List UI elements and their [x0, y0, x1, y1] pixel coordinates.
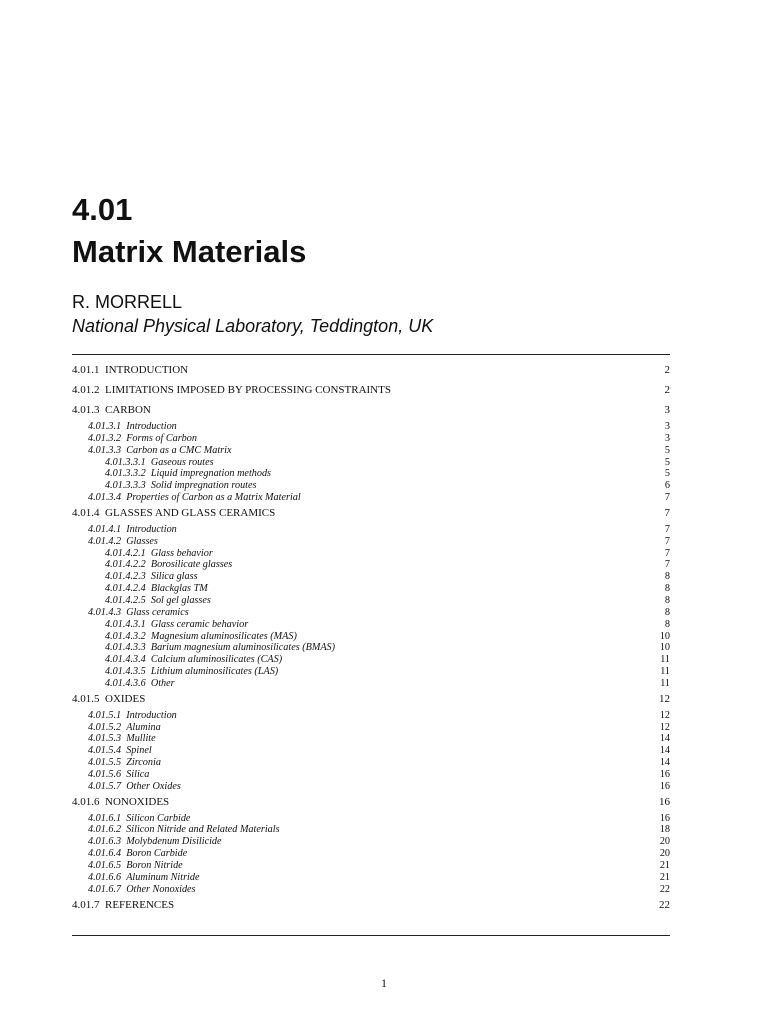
toc-entry[interactable] — [72, 813, 670, 825]
toc-entry-label — [105, 468, 271, 480]
toc-entry-number: 4.01.4.2 — [88, 535, 122, 547]
toc-entry-title: Boron Carbide — [126, 848, 188, 860]
toc-entry-page: 11 — [660, 677, 670, 689]
toc-entry-title: Gaseous routes — [150, 456, 214, 468]
toc-entry-page: 16 — [659, 768, 670, 780]
toc-entry-number: 4.01.4 — [72, 506, 100, 519]
toc-entry-title: Other — [150, 677, 175, 689]
toc-entry[interactable] — [72, 710, 670, 722]
toc-entry-label — [88, 722, 161, 734]
toc-entry-label — [105, 548, 213, 560]
table-of-contents — [72, 363, 670, 916]
toc-entry-title: GLASSES AND GLASS CERAMICS — [105, 506, 276, 519]
toc-entry[interactable] — [72, 733, 670, 745]
toc-entry-page: 3 — [664, 432, 670, 444]
toc-entry-page: 10 — [659, 642, 670, 654]
toc-entry-label — [88, 781, 181, 793]
toc-entry-title: Introduction — [126, 421, 177, 432]
toc-entry-title: Glasses — [126, 535, 158, 547]
toc-entry[interactable] — [72, 548, 670, 560]
toc-entry-title: Other Oxides — [126, 780, 181, 792]
toc-entry-number: 4.01.4.2.4 — [105, 583, 146, 595]
toc-entry-label — [88, 710, 177, 722]
toc-entry-label — [72, 795, 169, 809]
toc-entry-page: 14 — [659, 757, 670, 769]
toc-entry-page: 10 — [659, 630, 670, 642]
toc-entry-page: 12 — [659, 709, 670, 721]
toc-entry-page: 7 — [664, 547, 670, 559]
toc-entry-label — [88, 445, 231, 457]
toc-entry[interactable] — [72, 619, 670, 631]
toc-entry-label — [72, 898, 174, 912]
toc-entry-title: REFERENCES — [105, 898, 175, 911]
toc-entry-title: Blackglas TM — [150, 583, 208, 595]
bottom-divider — [72, 935, 670, 936]
toc-entry-label — [88, 884, 196, 896]
toc-entry-number: 4.01.7 — [72, 898, 100, 911]
toc-entry-number: 4.01.5.6 — [88, 768, 122, 780]
toc-entry-label — [72, 383, 391, 397]
toc-entry-page: 5 — [664, 456, 670, 468]
toc-entry-page: 16 — [659, 780, 670, 792]
toc-entry-page: 3 — [664, 421, 670, 432]
toc-entry[interactable] — [72, 654, 670, 666]
toc-entry[interactable] — [72, 445, 670, 457]
toc-entry-label — [105, 571, 198, 583]
toc-entry[interactable] — [72, 524, 670, 536]
toc-entry-page: 21 — [659, 860, 670, 871]
toc-entry-page: 22 — [659, 883, 670, 895]
toc-entry-label — [88, 860, 183, 872]
toc-entry-label — [88, 733, 156, 745]
toc-entry-label — [88, 433, 197, 445]
toc-entry-number: 4.01.1 — [72, 364, 100, 376]
toc-entry[interactable] — [72, 401, 670, 421]
toc-entry-label — [105, 457, 214, 469]
toc-entry-title: NONOXIDES — [105, 795, 170, 808]
toc-entry-page: 8 — [664, 571, 670, 583]
toc-entry-number: 4.01.4.1 — [88, 523, 122, 535]
toc-entry-number: 4.01.4.3.3 — [105, 642, 146, 654]
toc-entry-page: 6 — [664, 480, 670, 492]
toc-entry-label — [72, 506, 275, 520]
toc-entry-page: 12 — [659, 721, 670, 733]
toc-entry-number: 4.01.6.1 — [88, 812, 122, 824]
toc-entry[interactable] — [72, 492, 670, 504]
toc-entry-title: Liquid impregnation methods — [150, 468, 272, 480]
toc-entry-label — [88, 848, 187, 860]
toc-entry-page: 12 — [659, 692, 670, 705]
toc-entry-number: 4.01.5 — [72, 692, 100, 705]
toc-entry-number: 4.01.4.3.5 — [105, 666, 146, 678]
toc-entry-page: 20 — [659, 836, 670, 848]
toc-entry-title: Barium magnesium aluminosilicates (BMAS) — [150, 642, 336, 654]
toc-entry[interactable] — [72, 583, 670, 595]
toc-entry-label — [105, 642, 335, 654]
toc-entry-page: 7 — [664, 559, 670, 571]
toc-entry-number: 4.01.3.2 — [88, 432, 122, 444]
toc-entry-number: 4.01.4.3.1 — [105, 618, 146, 630]
toc-entry[interactable] — [72, 793, 670, 813]
toc-entry-page: 16 — [659, 812, 670, 824]
toc-entry-title: Glass ceramics — [126, 606, 189, 618]
toc-entry[interactable] — [72, 666, 670, 678]
toc-entry-title: Glass behavior — [150, 547, 213, 559]
toc-entry-number: 4.01.3.3.3 — [105, 480, 146, 492]
toc-entry-title: Carbon as a CMC Matrix — [126, 444, 232, 456]
toc-entry-page: 11 — [660, 654, 670, 666]
toc-entry-label — [88, 872, 200, 884]
toc-entry-label — [88, 824, 280, 836]
toc-entry[interactable] — [72, 745, 670, 757]
toc-entry-number: 4.01.6.6 — [88, 871, 122, 883]
toc-entry-page: 16 — [659, 795, 670, 808]
toc-entry-title: Magnesium aluminosilicates (MAS) — [150, 630, 297, 642]
toc-entry[interactable] — [72, 480, 670, 492]
toc-entry[interactable] — [72, 860, 670, 872]
page-number: 1 — [381, 976, 387, 990]
toc-entry-label — [88, 757, 161, 769]
toc-entry-title: Boron Nitride — [126, 860, 183, 871]
toc-entry-title: Solid impregnation routes — [150, 480, 257, 492]
toc-entry-title: Lithium aluminosilicates (LAS) — [150, 666, 279, 678]
toc-entry[interactable] — [72, 381, 670, 401]
toc-entry[interactable] — [72, 607, 670, 619]
toc-entry-label — [88, 813, 190, 825]
toc-entry-title: Introduction — [126, 523, 177, 535]
toc-entry-number: 4.01.6.2 — [88, 824, 122, 836]
toc-entry-label — [88, 607, 189, 619]
toc-entry-label — [105, 654, 282, 666]
toc-entry[interactable] — [72, 457, 670, 469]
toc-entry-label — [88, 536, 158, 548]
toc-entry[interactable] — [72, 595, 670, 607]
toc-entry-title: Spinel — [126, 745, 152, 757]
toc-entry-label — [88, 836, 222, 848]
toc-entry[interactable] — [72, 884, 670, 896]
toc-entry-title: Glass ceramic behavior — [150, 618, 249, 630]
toc-entry[interactable] — [72, 433, 670, 445]
toc-entry[interactable] — [72, 468, 670, 480]
toc-entry[interactable] — [72, 504, 670, 524]
toc-entry-title: Silica — [126, 768, 150, 780]
toc-entry-page: 3 — [664, 404, 670, 416]
top-divider — [72, 354, 670, 355]
toc-entry-number: 4.01.3.3.2 — [105, 468, 146, 480]
toc-entry-number: 4.01.4.2.3 — [105, 571, 146, 583]
toc-entry-label — [105, 559, 232, 571]
toc-entry[interactable] — [72, 571, 670, 583]
toc-entry-page: 14 — [659, 733, 670, 745]
toc-entry-number: 4.01.4.3 — [88, 606, 122, 618]
toc-entry-page: 7 — [664, 492, 670, 504]
toc-entry-page: 5 — [664, 468, 670, 480]
toc-entry-title: OXIDES — [105, 692, 146, 705]
toc-entry-page: 8 — [664, 583, 670, 595]
toc-entry-page: 7 — [664, 535, 670, 547]
toc-entry-label — [88, 524, 177, 536]
toc-entry-number: 4.01.5.1 — [88, 709, 122, 721]
author: R. MORRELL — [72, 292, 183, 312]
toc-entry-number: 4.01.6.5 — [88, 860, 122, 871]
toc-entry-title: Silica glass — [150, 571, 198, 583]
toc-entry-number: 4.01.4.3.6 — [105, 677, 146, 689]
toc-entry[interactable] — [72, 824, 670, 836]
toc-entry-number: 4.01.5.7 — [88, 780, 122, 792]
toc-entry[interactable] — [72, 722, 670, 734]
toc-entry[interactable] — [72, 872, 670, 884]
toc-entry-page: 2 — [664, 364, 670, 376]
chapter-title: Matrix Materials — [72, 234, 307, 269]
toc-entry-page: 2 — [664, 384, 670, 396]
toc-entry[interactable] — [72, 781, 670, 793]
toc-entry-number: 4.01.4.2.5 — [105, 594, 146, 606]
toc-entry-label — [105, 678, 175, 690]
toc-entry-label — [105, 631, 297, 643]
toc-entry-number: 4.01.2 — [72, 384, 100, 396]
toc-entry[interactable] — [72, 757, 670, 769]
toc-entry-number: 4.01.3 — [72, 404, 100, 416]
toc-entry-title: Calcium aluminosilicates (CAS) — [150, 654, 283, 666]
toc-entry-number: 4.01.6.4 — [88, 848, 122, 860]
toc-entry-number: 4.01.5.3 — [88, 733, 122, 745]
toc-entry-label — [72, 692, 145, 706]
toc-entry-page: 11 — [660, 666, 670, 678]
toc-entry[interactable] — [72, 769, 670, 781]
toc-entry-page: 8 — [664, 618, 670, 630]
toc-entry[interactable] — [72, 536, 670, 548]
toc-entry[interactable] — [72, 690, 670, 710]
toc-entry-label — [105, 595, 211, 607]
toc-entry-number: 4.01.3.1 — [88, 421, 122, 432]
toc-entry-number: 4.01.4.2.2 — [105, 559, 146, 571]
toc-entry-label — [105, 666, 278, 678]
toc-entry-title: Other Nonoxides — [126, 883, 196, 895]
toc-entry-number: 4.01.6.3 — [88, 836, 122, 848]
toc-entry-title: Forms of Carbon — [126, 432, 197, 444]
toc-entry-page: 7 — [664, 523, 670, 535]
toc-entry-title: Zirconia — [126, 757, 161, 769]
toc-entry[interactable] — [72, 836, 670, 848]
toc-entry[interactable] — [72, 363, 670, 381]
toc-entry-page: 7 — [664, 506, 670, 519]
toc-entry-number: 4.01.4.3.4 — [105, 654, 146, 666]
chapter-number: 4.01 — [72, 192, 133, 227]
affiliation: National Physical Laboratory, Teddington, UK — [72, 316, 434, 336]
toc-entry-page: 22 — [659, 898, 670, 911]
toc-entry-title: INTRODUCTION — [105, 364, 189, 376]
toc-entry-title: Silicon Nitride and Related Materials — [126, 824, 280, 836]
toc-entry-number: 4.01.4.2.1 — [105, 547, 146, 559]
toc-entry-label — [72, 363, 188, 377]
toc-entry[interactable] — [72, 678, 670, 690]
toc-entry-label — [105, 583, 208, 595]
toc-entry-label — [88, 421, 177, 433]
toc-entry-number: 4.01.5.5 — [88, 757, 122, 769]
toc-entry[interactable] — [72, 896, 670, 916]
toc-entry-label — [72, 403, 151, 417]
toc-entry-number: 4.01.5.4 — [88, 745, 122, 757]
toc-entry-number: 4.01.6 — [72, 795, 100, 808]
toc-entry-number: 4.01.3.3 — [88, 444, 122, 456]
toc-entry[interactable] — [72, 848, 670, 860]
toc-entry-title: Borosilicate glasses — [150, 559, 233, 571]
toc-entry-title: Silicon Carbide — [126, 812, 191, 824]
toc-entry[interactable] — [72, 631, 670, 643]
toc-entry-title: CARBON — [105, 404, 151, 416]
toc-entry-label — [88, 745, 152, 757]
toc-entry[interactable] — [72, 642, 670, 654]
toc-entry-title: Alumina — [126, 721, 161, 733]
toc-entry-label — [105, 480, 257, 492]
toc-entry-number: 4.01.3.4 — [88, 492, 122, 504]
toc-entry-label — [88, 769, 149, 781]
toc-entry-page: 14 — [659, 745, 670, 757]
toc-entry-title: Properties of Carbon as a Matrix Material — [126, 492, 301, 504]
toc-entry-number: 4.01.5.2 — [88, 721, 122, 733]
toc-entry-number: 4.01.4.3.2 — [105, 630, 146, 642]
toc-entry-page: 21 — [659, 871, 670, 883]
toc-entry-page: 8 — [664, 606, 670, 618]
toc-entry[interactable] — [72, 559, 670, 571]
toc-entry-title: Molybdenum Disilicide — [126, 836, 222, 848]
toc-entry-page: 18 — [659, 824, 670, 836]
toc-entry-number: 4.01.6.7 — [88, 883, 122, 895]
toc-entry-title: Introduction — [126, 709, 177, 721]
toc-entry-label — [105, 619, 248, 631]
toc-entry-title: Sol gel glasses — [150, 594, 211, 606]
toc-entry-label — [88, 492, 301, 504]
toc-entry-page: 20 — [659, 848, 670, 860]
toc-entry-page: 8 — [664, 594, 670, 606]
toc-entry-page: 5 — [664, 444, 670, 456]
toc-entry[interactable] — [72, 421, 670, 433]
toc-entry-number: 4.01.3.3.1 — [105, 456, 146, 468]
toc-entry-title: Mullite — [126, 733, 156, 745]
toc-entry-title: Aluminum Nitride — [126, 871, 200, 883]
toc-entry-title: LIMITATIONS IMPOSED BY PROCESSING CONSTRAINTS — [105, 384, 391, 396]
